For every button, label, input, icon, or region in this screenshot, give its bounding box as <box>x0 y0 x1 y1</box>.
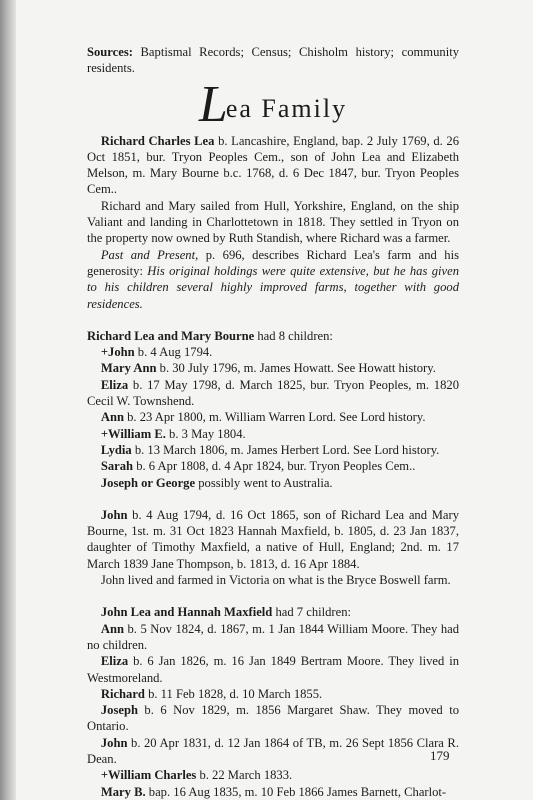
john-name: John <box>100 507 128 522</box>
list-item <box>87 475 459 491</box>
list-item <box>87 442 459 458</box>
child-details: b. 6 Jan 1826, m. 16 Jan 1849 Bertram Moore. They lived in Westmoreland. <box>87 654 459 685</box>
family2-children-list <box>87 621 459 800</box>
child-details: b. 6 Apr 1808, d. 4 Apr 1824, bur. Tryon Peoples Cem.. <box>133 459 416 474</box>
family1-children-list <box>87 344 459 491</box>
child-name: Joseph or George <box>100 475 196 490</box>
john-paragraph <box>87 507 459 572</box>
child-name: Lydia <box>100 442 132 457</box>
list-item <box>87 458 459 474</box>
child-name: Mary Ann <box>100 361 157 376</box>
child-name: Mary B. <box>100 784 146 799</box>
page-title <box>87 75 459 133</box>
family1-heading-names: Richard Lea and Mary Bourne <box>87 328 255 343</box>
list-item <box>87 735 459 768</box>
child-name: +William Charles <box>100 768 197 783</box>
source-book-title: Past and Present, <box>100 247 199 262</box>
child-name: Joseph <box>100 703 138 718</box>
child-name: Eliza <box>100 377 129 392</box>
child-details: possibly went to Australia. <box>195 475 333 490</box>
sources-line <box>87 44 459 77</box>
sources-label: Sources: <box>87 45 133 59</box>
intro-name: Richard Charles Lea <box>100 133 215 148</box>
list-item <box>87 344 459 360</box>
generosity-quote: His original holdings were quite extensive, but he has given to his children several highly improved farms, together with good residences. <box>87 263 459 311</box>
family2-heading <box>87 604 459 620</box>
list-item <box>87 702 459 735</box>
family1-heading-text: had 8 children: <box>254 328 333 343</box>
child-name: Ann <box>100 621 124 636</box>
child-details: b. 6 Nov 1829, m. 1856 Margaret Shaw. They moved to Ontario. <box>87 703 459 734</box>
list-item <box>87 377 459 410</box>
child-name: +John <box>100 345 135 360</box>
list-item <box>87 621 459 654</box>
sources-text: Baptismal Records; Census; Chisholm history; community residents. <box>87 45 459 76</box>
child-name: Richard <box>100 686 145 701</box>
child-details: b. 30 July 1796, m. James Howatt. See Howatt history. <box>156 361 436 376</box>
child-details: b. 17 May 1798, d. March 1825, bur. Tryon Peoples, m. 1820 Cecil W. Townshend. <box>87 377 459 409</box>
child-name: +William E. <box>100 426 166 441</box>
child-details: b. 5 Nov 1824, d. 1867, m. 1 Jan 1844 William Moore. They had no children. <box>87 621 459 652</box>
list-item <box>87 360 459 376</box>
title-initial: L <box>198 75 226 133</box>
generosity-paragraph <box>87 247 459 312</box>
child-name: Eliza <box>100 654 129 669</box>
page-number: 179 <box>430 748 450 763</box>
list-item <box>87 767 459 783</box>
intro-text: b. Lancashire, England, bap. 2 July 1769, d. 26 Oct 1851, bur. Tryon Peoples Cem., son of John Lea and Elizabeth Melson, m. Mary Bourne b.c. 1768, d. 6 Dec 1847, bur. Tryon Peoples Cem.. <box>87 133 459 197</box>
title-rest: ea Family <box>225 93 348 123</box>
john-farm-paragraph: John lived and farmed in Victoria on what is the Bryce Boswell farm. <box>100 573 451 588</box>
child-name: Sarah <box>100 459 134 474</box>
settlement-paragraph: Richard and Mary sailed from Hull, Yorkshire, England, on the ship Valiant and landing in Charlottetown in 1818. They settled in Tryon on the property now owned by Ruth Standish, where Richard was a farmer. <box>87 198 459 246</box>
list-item <box>87 426 459 442</box>
family2-heading-names: John Lea and Hannah Maxfield <box>100 605 273 620</box>
intro-paragraph <box>87 133 459 198</box>
child-details: b. 11 Feb 1828, d. 10 March 1855. <box>144 686 323 701</box>
list-item <box>87 653 459 686</box>
child-name: John <box>100 735 128 750</box>
list-item <box>87 409 459 425</box>
family2-heading-text: had 7 children: <box>272 605 352 620</box>
child-details: b. 20 Apr 1831, d. 12 Jan 1864 of TB, m. 26 Sept 1856 Clara R. Dean. <box>87 735 459 766</box>
list-item <box>87 784 459 800</box>
child-details: bap. 16 Aug 1835, m. 10 Feb 1866 James Barnett, Charlot- <box>145 784 447 799</box>
child-details: b. 23 Apr 1800, m. William Warren Lord. See Lord history. <box>123 410 426 425</box>
john-text: b. 4 Aug 1794, d. 16 Oct 1865, son of Richard Lea and Mary Bourne, 1st. m. 31 Oct 1823 Hannah Maxfield, b. 1805, d. 23 Jan 1837, daughter of Timothy Maxfield, a native of Hull, England; 2nd. m. 17 March 1839 Jane Thompson, b. 1813, d. 16 Apr 1884. <box>87 507 459 571</box>
child-details: b. 3 May 1804. <box>165 426 246 441</box>
book-spine-shadow <box>0 0 16 800</box>
child-details: b. 13 March 1806, m. James Herbert Lord. See Lord history. <box>131 442 440 457</box>
page-content <box>87 44 459 800</box>
child-name: Ann <box>100 410 124 425</box>
generosity-text: p. 696, describes Richard Lea's farm and his generosity: <box>87 247 459 278</box>
family1-heading <box>87 328 459 344</box>
child-details: b. 4 Aug 1794. <box>134 345 213 360</box>
child-details: b. 22 March 1833. <box>196 768 293 783</box>
list-item <box>87 686 459 702</box>
